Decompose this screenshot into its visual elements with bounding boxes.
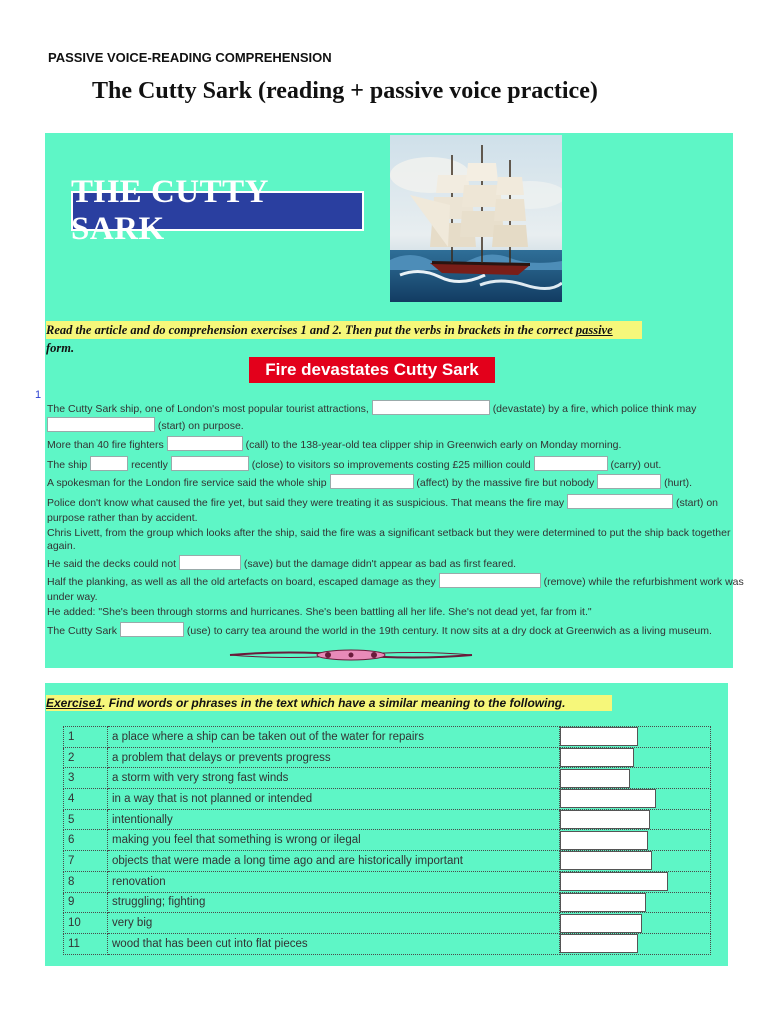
table-row xyxy=(64,871,711,892)
answer-cell xyxy=(560,727,711,748)
page-header: PASSIVE VOICE-READING COMPREHENSION xyxy=(48,50,332,65)
line-text: The ship xyxy=(47,459,88,471)
row-definition: making you feel that something is wrong or ilegal xyxy=(108,830,560,851)
answer-cell xyxy=(560,892,711,913)
line-text: (carry) out. xyxy=(610,459,662,471)
row-definition: renovation xyxy=(108,871,560,892)
row-definition: a problem that delays or prevents progress xyxy=(108,747,560,768)
answer-blank[interactable] xyxy=(439,573,541,588)
line-text: (devastate) by a fire, which police think may xyxy=(492,403,697,415)
answer-box[interactable] xyxy=(560,748,634,767)
exercise1-title xyxy=(46,695,612,711)
row-number: 11 xyxy=(64,933,108,954)
answer-box[interactable] xyxy=(560,851,652,870)
article-line xyxy=(47,526,730,540)
table-row xyxy=(64,727,711,748)
line-text: again. xyxy=(47,540,76,552)
cutty-sark-logo: THE CUTTY SARK xyxy=(71,191,364,231)
answer-box[interactable] xyxy=(560,872,668,891)
line-text: (hurt). xyxy=(664,477,693,489)
table-row xyxy=(64,747,711,768)
answer-box[interactable] xyxy=(560,831,648,850)
line-text: (remove) while the refurbishment work was xyxy=(543,576,744,588)
ornament-divider xyxy=(228,648,474,662)
answer-box[interactable] xyxy=(560,914,642,933)
exercise1-table xyxy=(63,726,711,955)
instruction-underlined: passive xyxy=(575,323,613,337)
line-text: recently xyxy=(131,459,168,471)
article-line xyxy=(47,436,621,452)
row-number: 4 xyxy=(64,789,108,810)
line-text: (save) but the damage didn't appear as bad as first feared. xyxy=(243,558,517,570)
answer-blank[interactable] xyxy=(567,494,673,509)
article-line xyxy=(47,539,76,553)
answer-cell xyxy=(560,933,711,954)
table-row xyxy=(64,809,711,830)
article-line xyxy=(47,573,744,589)
row-definition: a storm with very strong fast winds xyxy=(108,768,560,789)
article-line xyxy=(47,511,198,525)
row-number: 5 xyxy=(64,809,108,830)
instruction-text: Read the article and do comprehension exercises 1 and 2. Then put the verbs in brackets in the correct xyxy=(46,323,576,337)
line-text: He said the decks could not xyxy=(47,558,176,570)
ship-painting xyxy=(390,135,562,302)
article-line xyxy=(47,622,712,638)
line-text: (affect) by the massive fire but nobody xyxy=(416,477,595,489)
article-line xyxy=(47,474,692,490)
exercise1-label: Exercise1 xyxy=(46,696,103,710)
answer-blank[interactable] xyxy=(597,474,661,489)
answer-blank[interactable] xyxy=(90,456,128,471)
article-line xyxy=(47,555,516,571)
line-text: (use) to carry tea around the world in the 19th century. It now sits at a dry dock at Greenwich as a living museum. xyxy=(186,625,712,637)
article-line xyxy=(47,590,98,604)
row-definition: wood that has been cut into flat pieces xyxy=(108,933,560,954)
row-definition: a place where a ship can be taken out of the water for repairs xyxy=(108,727,560,748)
table-row xyxy=(64,913,711,934)
answer-blank[interactable] xyxy=(372,400,490,415)
article-line xyxy=(47,417,244,433)
row-number: 3 xyxy=(64,768,108,789)
line-text: The Cutty Sark ship, one of London's most popular tourist attractions, xyxy=(47,403,369,415)
row-number: 10 xyxy=(64,913,108,934)
line-text: Chris Livett, from the group which looks after the ship, said the fire was a significant setback but they were determined to put the ship back together xyxy=(47,527,731,539)
line-text: (start) on purpose. xyxy=(157,420,244,432)
article-line xyxy=(47,456,661,472)
line-text: Half the planking, as well as all the old artefacts on board, escaped damage as they xyxy=(47,576,436,588)
answer-blank[interactable] xyxy=(167,436,243,451)
answer-box[interactable] xyxy=(560,727,638,746)
answer-blank[interactable] xyxy=(330,474,414,489)
answer-box[interactable] xyxy=(560,789,656,808)
answer-box[interactable] xyxy=(560,810,650,829)
line-text: More than 40 fire fighters xyxy=(47,439,164,451)
row-number: 8 xyxy=(64,871,108,892)
answer-cell xyxy=(560,809,711,830)
row-number: 9 xyxy=(64,892,108,913)
table-row xyxy=(64,851,711,872)
row-number: 6 xyxy=(64,830,108,851)
row-definition: in a way that is not planned or intended xyxy=(108,789,560,810)
line-text: (start) on xyxy=(676,497,719,509)
row-definition: intentionally xyxy=(108,809,560,830)
document-title: The Cutty Sark (reading + passive voice practice) xyxy=(92,78,598,104)
answer-cell xyxy=(560,913,711,934)
line-text: under way. xyxy=(47,591,98,603)
answer-cell xyxy=(560,830,711,851)
article-line xyxy=(47,605,592,619)
table-row xyxy=(64,768,711,789)
answer-box[interactable] xyxy=(560,893,646,912)
row-definition: very big xyxy=(108,913,560,934)
instruction-text-end: form. xyxy=(46,341,75,355)
answer-cell xyxy=(560,789,711,810)
answer-cell xyxy=(560,851,711,872)
reading-instructions xyxy=(46,321,642,355)
answer-cell xyxy=(560,768,711,789)
table-row xyxy=(64,789,711,810)
table-row xyxy=(64,933,711,954)
row-definition: struggling; fighting xyxy=(108,892,560,913)
row-number: 2 xyxy=(64,747,108,768)
answer-box[interactable] xyxy=(560,769,630,788)
table-row xyxy=(64,892,711,913)
answer-blank[interactable] xyxy=(47,417,155,432)
line-text: A spokesman for the London fire service said the whole ship xyxy=(47,477,327,489)
answer-blank[interactable] xyxy=(171,456,249,471)
answer-cell xyxy=(560,871,711,892)
row-number: 1 xyxy=(64,727,108,748)
article-headline: Fire devastates Cutty Sark xyxy=(249,357,495,383)
answer-cell xyxy=(560,747,711,768)
line-text: Police don't know what caused the fire yet, but said they were treating it as suspicious. That means the fire may xyxy=(47,497,565,509)
row-number: 7 xyxy=(64,851,108,872)
exercise1-instruction: . Find words or phrases in the text which have a similar meaning to the following. xyxy=(102,696,566,710)
answer-blank[interactable] xyxy=(179,555,241,570)
table-row xyxy=(64,830,711,851)
row-definition: objects that were made a long time ago and are historically important xyxy=(108,851,560,872)
line-text: (call) to the 138-year-old tea clipper ship in Greenwich early on Monday morning. xyxy=(245,439,622,451)
line-text: purpose rather than by accident. xyxy=(47,512,198,524)
answer-blank[interactable] xyxy=(534,456,608,471)
line-text: He added: "She's been through storms and hurricanes. She's been battling all her life. She's not dead yet, far from it." xyxy=(47,606,592,618)
article-line xyxy=(47,400,696,416)
line-text: (close) to visitors so improvements costing £25 million could xyxy=(251,459,531,471)
line-text: The Cutty Sark xyxy=(47,625,118,637)
margin-mark: 1 xyxy=(35,389,42,401)
answer-box[interactable] xyxy=(560,934,638,953)
article-line xyxy=(47,494,718,510)
answer-blank[interactable] xyxy=(120,622,184,637)
